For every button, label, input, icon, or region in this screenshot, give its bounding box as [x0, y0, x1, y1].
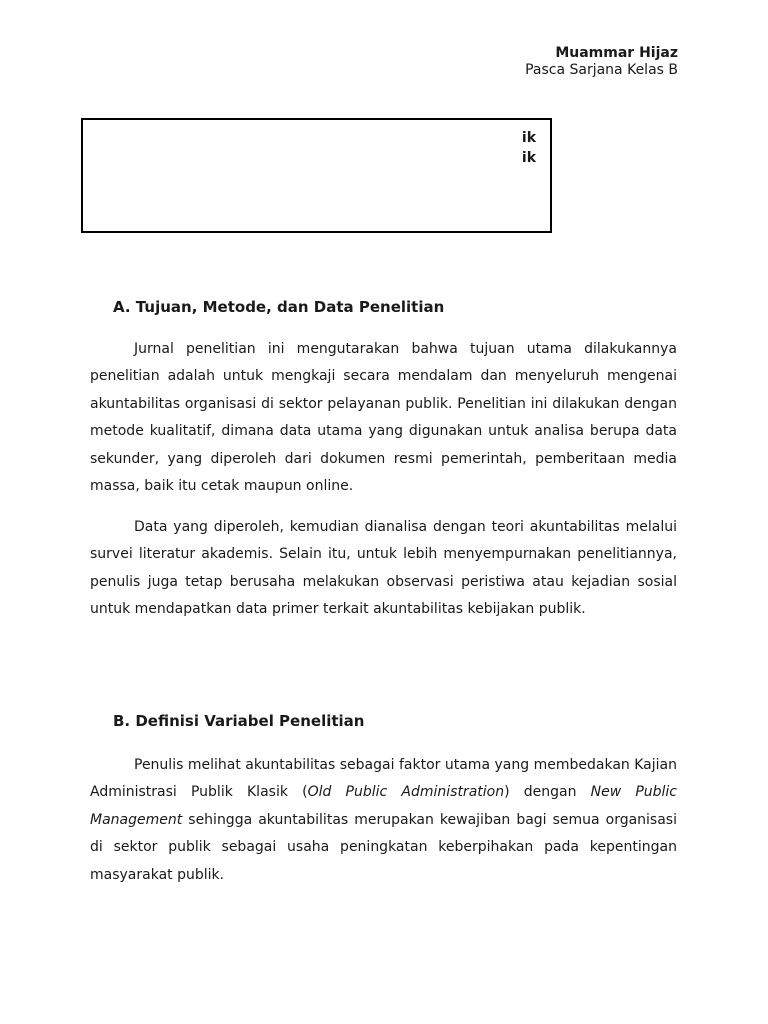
- section-a-heading: A. Tujuan, Metode, dan Data Penelitian: [113, 298, 445, 316]
- section-b-text-2: ) dengan: [504, 784, 591, 801]
- section-b-italic-1: Old Public Administration: [307, 784, 505, 801]
- author-block: [525, 45, 678, 79]
- title-line-2: ik: [521, 150, 536, 166]
- section-a-paragraph-1: Jurnal penelitian ini mengutarakan bahwa tujuan utama dilakukannya penelitian adalah untuk mengkaji secara mendalam dan menyeluruh mengenai akuntabilitas organisasi di sektor pelayanan publik. Penelitian ini dilakukan dengan metode kualitatif, dimana data utama yang digunakan untuk analisa berupa data sekunder, yang diperoleh dari dokumen resmi pemerintah, pemberitaan media massa, baik itu cetak maupun online.: [90, 341, 677, 495]
- author-class: Pasca Sarjana Kelas B: [525, 62, 678, 78]
- title-line-1: ik: [521, 130, 536, 146]
- section-a-paragraph-2: Data yang diperoleh, kemudian dianalisa dengan teori akuntabilitas melalui survei literatur akademis. Selain itu, untuk lebih menyempurnakan penelitiannya, penulis juga tetap berusaha melakukan observasi peristiwa atau kejadian sosial untuk mendapatkan data primer terkait akuntabilitas kebijakan publik.: [90, 519, 677, 618]
- section-b-text-1: Penulis melihat akuntabilitas sebagai faktor utama yang membedakan Kajian Administrasi Publik Klasik (: [90, 757, 677, 801]
- author-name: Muammar Hijaz: [555, 45, 678, 61]
- title-text: [522, 128, 536, 168]
- section-b-paragraph: [90, 752, 677, 889]
- title-box: [81, 118, 552, 233]
- section-b-heading: B. Definisi Variabel Penelitian: [113, 712, 365, 730]
- section-b-text-3: sehingga akuntabilitas merupakan kewajiban bagi semua organisasi di sektor publik sebagai usaha peningkatan keberpihakan pada kepentingan masyarakat publik.: [90, 811, 677, 883]
- section-b-italic-2: New Public Management: [90, 784, 677, 828]
